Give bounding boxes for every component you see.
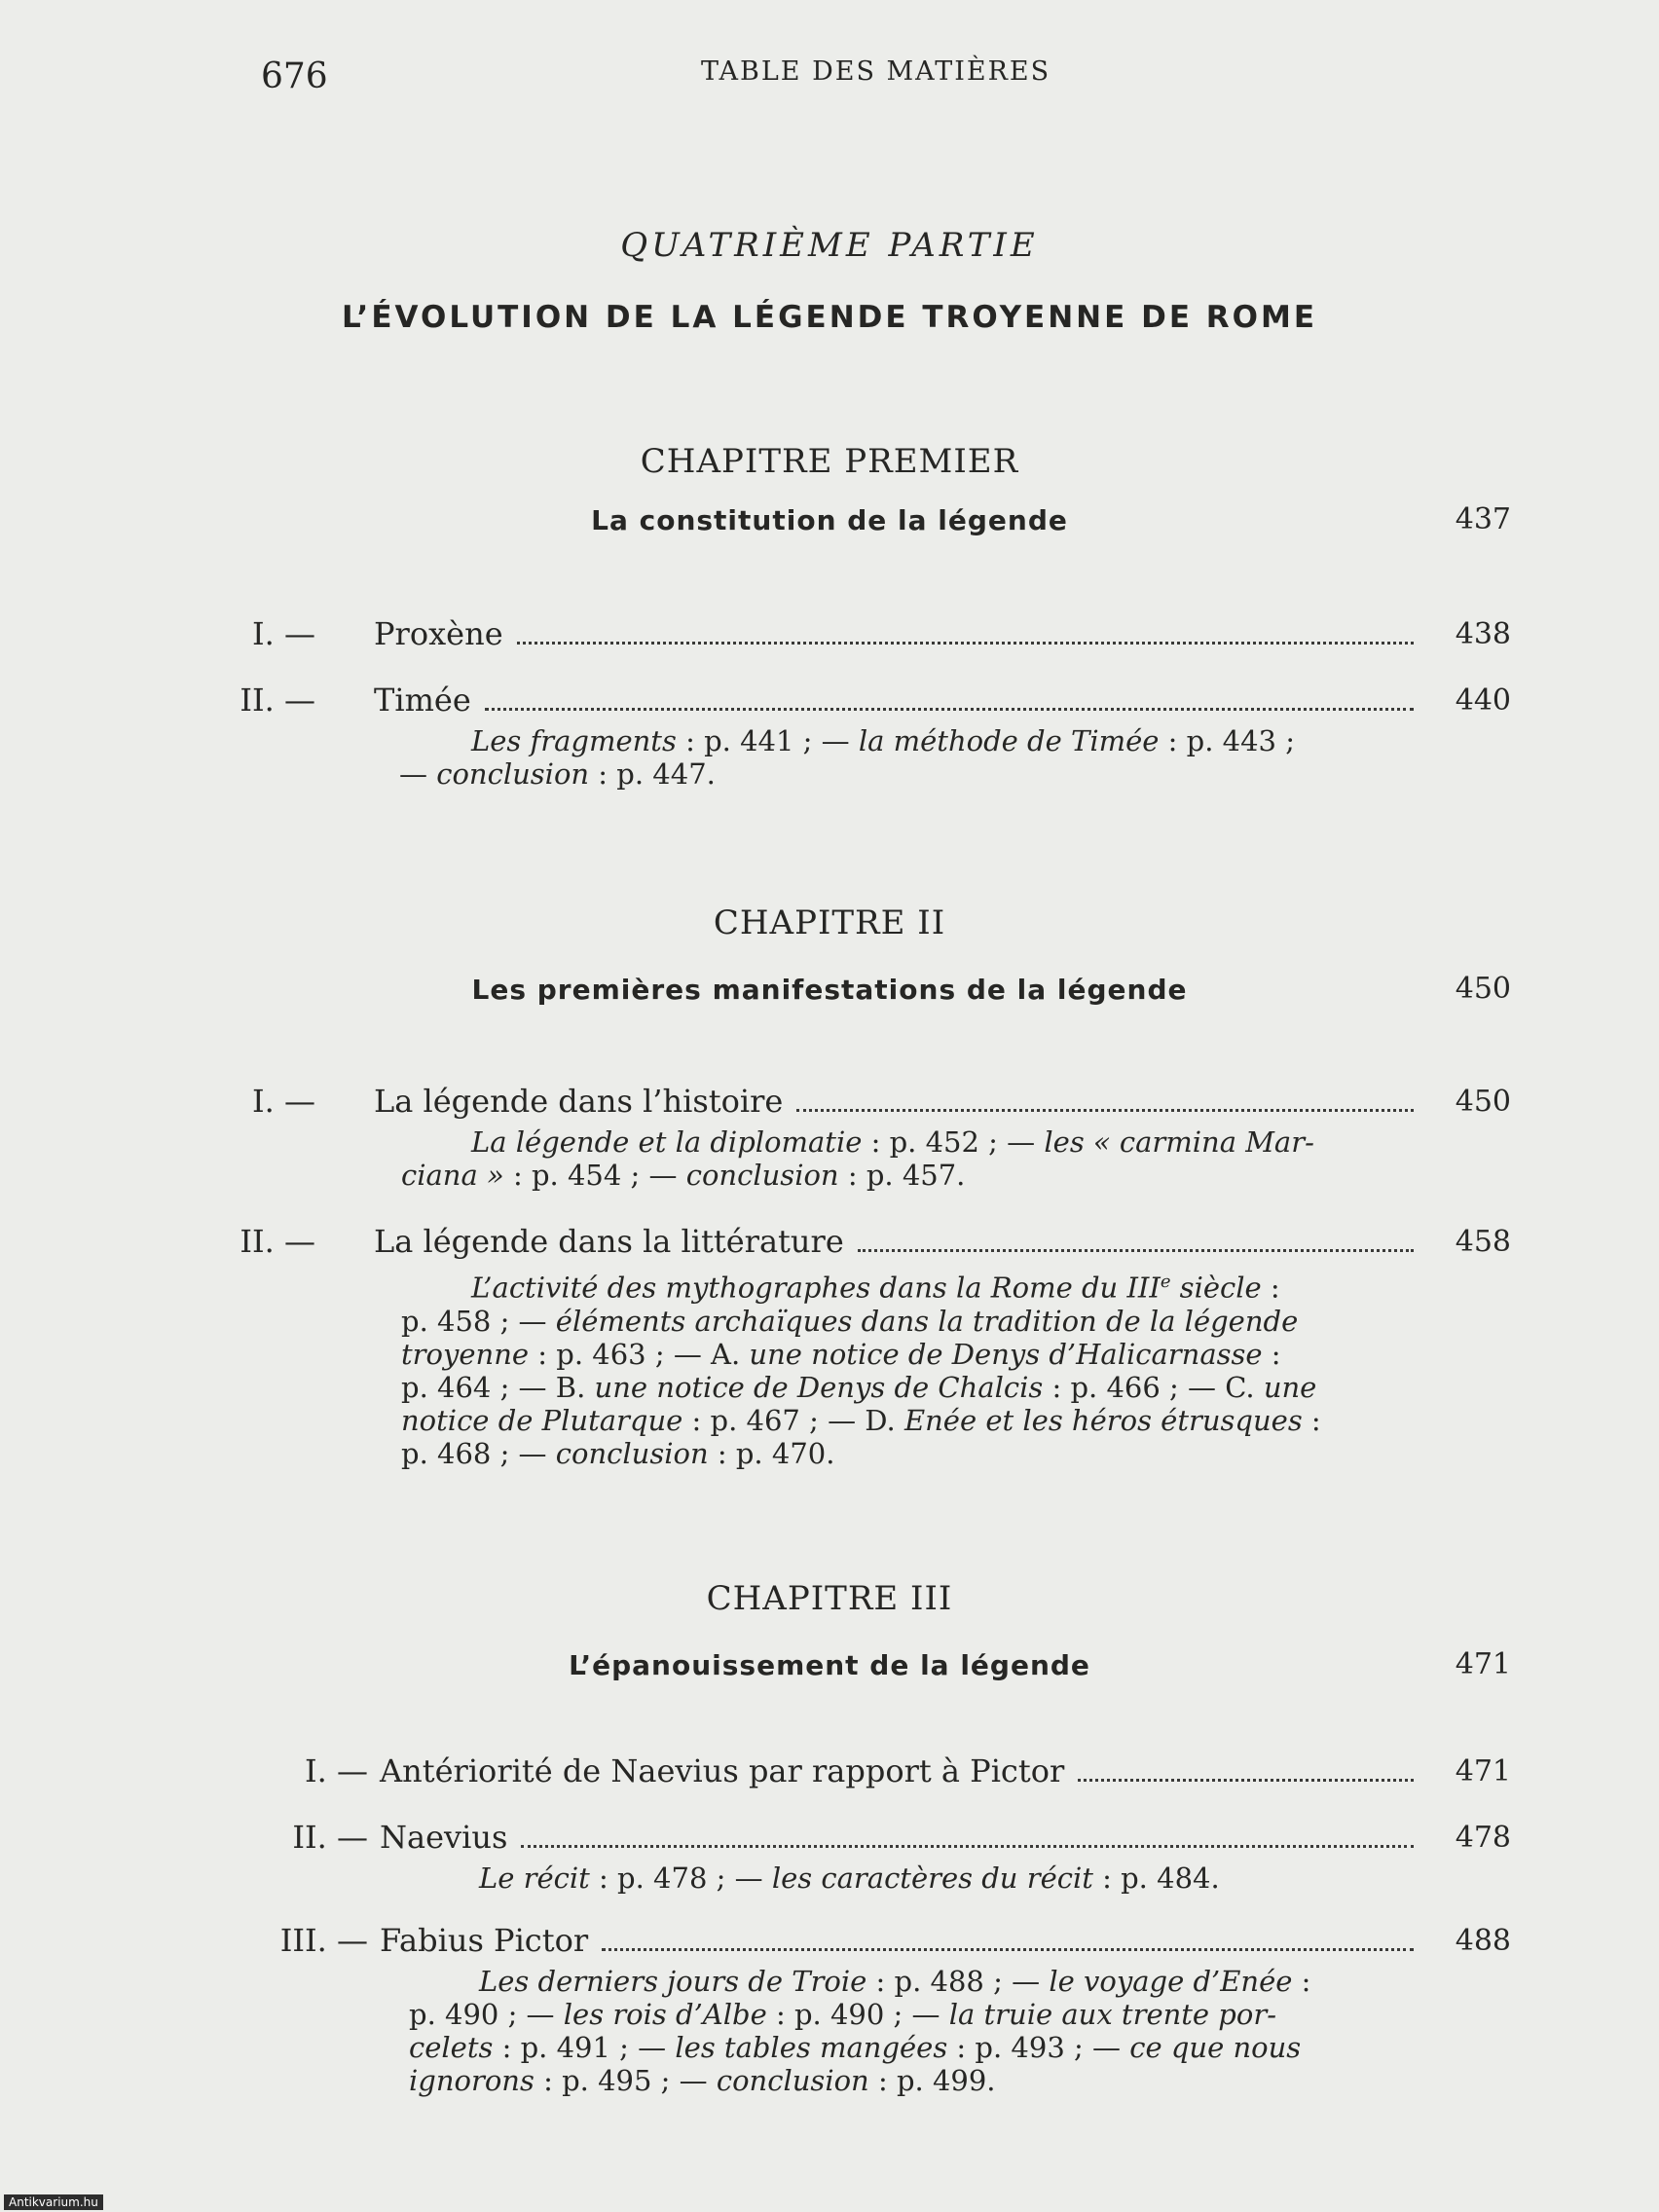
chapter-3-title: L’épanouissement de la légende — [569, 1649, 1090, 1681]
chapter-1-label: CHAPITRE PREMIER — [640, 442, 1019, 481]
toc-entry — [0, 1083, 1659, 1122]
watermark: Antikvarium.hu — [4, 2194, 103, 2210]
toc-entry — [0, 1223, 1659, 1262]
section-number: II. — — [240, 682, 315, 719]
leader-dots — [796, 1109, 1414, 1112]
chapter-1-page: 437 — [1455, 502, 1511, 536]
section-title: Naevius — [380, 1819, 508, 1856]
chapter-2-label: CHAPITRE II — [713, 903, 946, 942]
section-subentries: La légende et la diplomatie : p. 452 ; — les « carmina Mar- ciana » : p. 454 ; — conclusion : p. 457. — [401, 1125, 1314, 1192]
section-subentries: Le récit : p. 478 ; — les caractères du récit : p. 484. — [479, 1862, 1220, 1895]
part-title: L’ÉVOLUTION DE LA LÉGENDE TROYENNE DE ROME — [341, 300, 1318, 335]
toc-entry — [0, 1819, 1659, 1858]
section-number: I. — — [252, 615, 315, 652]
section-title: Fabius Pictor — [380, 1922, 589, 1959]
chapter-1-title: La constitution de la légende — [591, 504, 1068, 536]
toc-entry — [0, 1922, 1659, 1961]
leader-dots — [858, 1249, 1414, 1252]
section-title: La légende dans la littérature — [374, 1223, 844, 1260]
leader-dots — [485, 708, 1414, 711]
chapter-2-page: 450 — [1455, 972, 1511, 1006]
running-title: TABLE DES MATIÈRES — [701, 56, 1051, 87]
section-page: 471 — [1455, 1754, 1511, 1788]
page-number: 676 — [261, 56, 328, 96]
leader-dots — [521, 1845, 1414, 1848]
section-number: II. — — [240, 1223, 315, 1260]
section-number: I. — — [252, 1083, 315, 1120]
section-number: II. — — [292, 1819, 368, 1856]
section-title: La légende dans l’histoire — [374, 1083, 784, 1120]
chapter-3-page: 471 — [1455, 1647, 1511, 1681]
section-page: 438 — [1455, 617, 1511, 651]
section-subentries: Les derniers jours de Troie : p. 488 ; — le voyage d’Enée : p. 490 ; — les rois d’Albe : p. 490 ; — la truie aux trente por- celets : p. 491 ; — les tables mangées : p. 493 ; — ce que nous ignorons : p. 495 ; — conclusion : p. 499. — [409, 1965, 1311, 2097]
toc-entry — [0, 615, 1659, 654]
section-subentries: L’activité des mythographes dans la Rome du IIIe siècle : p. 458 ; — éléments archaïques dans la tradition de la légende troyenne : p. 463 ; — A. une notice de Denys d’Halicarnasse : p. 464 ; — B. une notice de Denys de Chalcis : p. 466 ; — C. une notice de Plutarque : p. 467 ; — D. Enée et les héros étrusques : p. 468 ; — conclusion : p. 470. — [401, 1271, 1321, 1470]
part-label: QUATRIÈME PARTIE — [620, 226, 1039, 265]
section-page: 450 — [1455, 1085, 1511, 1119]
section-page: 478 — [1455, 1821, 1511, 1855]
section-subentries: Les fragments : p. 441 ; — la méthode de Timée : p. 443 ; — conclusion : p. 447. — [399, 724, 1295, 791]
leader-dots — [602, 1948, 1414, 1951]
section-page: 458 — [1455, 1225, 1511, 1259]
section-number: I. — — [305, 1752, 368, 1789]
chapter-2-title: Les premières manifestations de la légende — [471, 974, 1188, 1006]
section-number: III. — — [279, 1922, 368, 1959]
leader-dots — [1078, 1779, 1414, 1782]
leader-dots — [517, 642, 1414, 645]
toc-entry — [0, 1752, 1659, 1791]
section-page: 440 — [1455, 683, 1511, 718]
chapter-3-label: CHAPITRE III — [706, 1579, 953, 1618]
section-title: Antériorité de Naevius par rapport à Pictor — [380, 1752, 1065, 1789]
section-page: 488 — [1455, 1924, 1511, 1958]
section-title: Proxène — [374, 615, 503, 652]
section-title: Timée — [374, 682, 471, 719]
toc-entry — [0, 682, 1659, 720]
